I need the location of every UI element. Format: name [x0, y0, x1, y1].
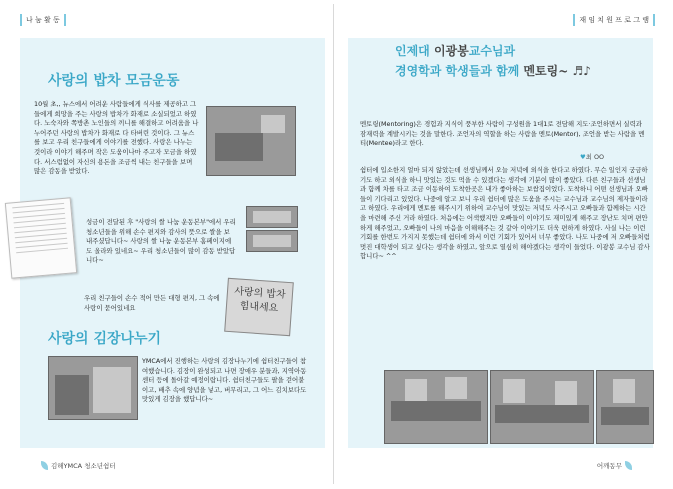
mentoring-title-line1	[395, 42, 515, 59]
title-part: 경영학과 학생들과 함께	[395, 64, 524, 78]
rice-donation-paragraph: 성금이 전달된 후 "사랑의 쌀 나눔 운동본부"에서 우리 청소년들을 위해 손수 편지와 감사의 뜻으로 쌀을 보내주셨답니다~ 사랑의 쌀 나눔 운동본부 홈페이지에도 올라와 있네요~ 우리 청소년들이 많이 감동 받았답니다~	[86, 218, 236, 265]
right-footer	[597, 461, 635, 471]
left-page	[8, 4, 334, 484]
title-emphasis: 멘토링~ ♬♪	[523, 64, 591, 78]
dinner-photo-2	[490, 370, 594, 444]
dinner-photo-1	[384, 370, 488, 444]
burned-truck-photo	[206, 106, 296, 176]
author-signature: ♥최 OO	[580, 153, 604, 161]
footer-text: 김해YMCA 청소년쉼터	[51, 461, 116, 470]
kimchi-paragraph: YMCA에서 진행하는 사랑의 김장나누기에 쉼터친구들이 참여했습니다. 김장이 완성되고 나면 장애우 분들과, 지역아동센터 등에 돌아갈 예정이랍니다. 쉼터친구들도 팔을 걷어붙이고, 배추 속에 양념을 넣고, 버무리고, 그 어느 김치보다도 맛있게 김장을 했답니다~	[142, 357, 307, 404]
big-letter-caption: 우리 친구들이 손수 적어 만든 대형 편지, 그 속에 사랑이 묻어있네요	[84, 294, 220, 312]
section-title-rice-truck: 사랑의 밥차 모금운동	[48, 73, 180, 89]
big-letter-card: 사랑의 밥차 힘내세요	[224, 278, 294, 336]
footer-text: 어깨동무	[596, 461, 622, 470]
rice-bag-photo-2	[246, 230, 298, 252]
heart-icon: ♥	[580, 153, 586, 161]
title-name: 이광봉	[433, 44, 469, 58]
leaf-icon	[41, 461, 48, 470]
mentoring-title-line2	[395, 62, 591, 79]
section-tag: 재 임 치 원 프 로 그 램	[573, 14, 655, 26]
left-footer	[38, 461, 116, 471]
mentoring-story: 쉼터에 입소한지 얼마 되지 않았는데 선생님께서 오늘 저녁에 외식을 한다고 하였다. 무슨 일인지 궁금하기도 하고 외식을 하니 맛있는 것도 먹을 수 있겠다는 생각에 기분이 많이 좋았다. 다른 친구들과 선생님과 함께 차를 타고 조금 이동하여 도착한곳은 내가 좋아하는 보쌈집이었다. 도착하니 어떤 선생님과 오빠들이 기다리고 있었다. 나중에 알고 보니 우리 쉼터에 많은 도움을 주시는 교수님과 교수님의 제자들이라고 하였다. 우리에게 멘토를 해주시기 위하여 교수님이 맛있는 저녁도 사주시고 오빠들과 함께하는 시간을 마련해 주신 거라 하였다. 처음에는 어색했지만 오빠들이 이야기도 재미있게 해주고 장난도 치며 편안하게 해주었고, 오빠들이 나의 마음을 이해해주는 것 같아 이야기도 더욱 편하게 하였다. 사실 나는 이런 기회를 한번도 가지지 못했는데 쉼터에 와서 이런 기회가 있어서 너무 좋았다. 나도 나중에 저 오빠들처럼 멋진 대학생이 되고 싶다는 생각을 하였고, 앞으로 열심히 해야겠다는 생각이 들었다. 이광봉 교수님 감사합니다~ ^^	[360, 166, 650, 261]
kimchi-photo	[48, 356, 138, 420]
leaf-icon	[625, 461, 632, 470]
title-part: 교수님과	[468, 44, 516, 58]
rice-truck-paragraph: 10월 초,, 뉴스에서 어려운 사람들에게 식사를 제공하고 그들에게 희망을 주는 사랑의 밥차가 화재로 소실되었고 하였다. 노숙자와 쪽방촌 노인들의 끼니를 해결하고 어려움을 나누어주던 사랑의 밥차가 화재로 다 타버린 것이다. 그 뉴스를 보고 우리 친구들에게 이야기를 전했다. 사랑은 나누는 것이라 이야기 해주며 작은 도움이나마 주고자 모금을 하였다. 서스럼없이 자신의 용돈을 조금씩 내는 친구들을 보며 많은 감동을 받았다.	[34, 100, 199, 176]
section-tag: 나 눔 활 동	[20, 14, 66, 26]
title-part: 인제대	[395, 44, 434, 58]
rice-bag-photo-1	[246, 206, 298, 228]
thank-you-letter-image	[5, 197, 77, 278]
right-page	[340, 4, 665, 484]
mentoring-definition: 멘토링(Mentoring)은 경험과 지식이 풍부한 사람이 구성원을 1대1로 전담해 지도·조언하면서 실력과 잠재력을 계발시키는 것을 말한다. 조언자의 역할을 하는 사람을 멘토(Mentor), 조언을 받는 사람을 멘티(Mentee)라고 한다.	[360, 120, 645, 148]
section-title-kimchi: 사랑의 김장나누기	[48, 331, 162, 347]
dinner-photo-3	[596, 370, 654, 444]
